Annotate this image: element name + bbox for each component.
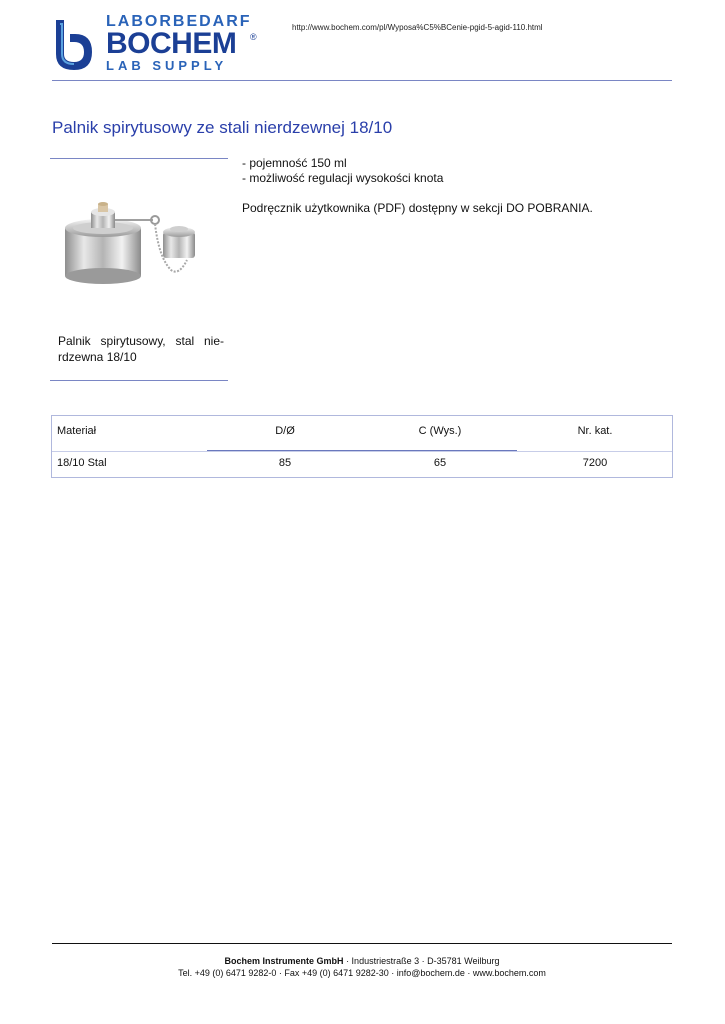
manual-note: Podręcznik użytkownika (PDF) dostępny w sekcji DO POBRANIA. [242,201,593,215]
logo-main-text: BOCHEM [106,27,237,60]
image-caption: Palnik spirytusowy, stal nie-rdzewna 18/10 [58,334,224,364]
cell-material: 18/10 Stal [57,457,107,469]
feature-item: - pojemność 150 ml [242,156,347,170]
logo-sub-text: LAB SUPPLY [106,58,228,73]
bochem-b-logo-icon [50,16,100,70]
cell-height: 65 [433,457,447,469]
footer-divider [52,943,672,944]
table-header-row [52,416,672,451]
page-url: http://www.bochem.com/pl/Wyposa%C5%BCenie-pgid-5-agid-110.html [292,23,543,32]
cell-catalog-number: 7200 [582,457,608,469]
logo-registered-mark: ® [250,32,257,42]
header-height: C (Wys.) [418,425,462,437]
footer-address: · Industriestraße 3 · D-35781 Weilburg [343,956,500,966]
footer-address-line [52,956,672,966]
table-row [52,451,672,478]
header-material: Materiał [57,425,97,437]
header-catalog-number: Nr. kat. [577,425,613,437]
cell-diameter: 85 [278,457,292,469]
spec-table [51,415,673,478]
footer-company: Bochem Instrumente GmbH [224,956,344,966]
product-image [55,198,205,290]
feature-list [242,156,443,186]
page-title: Palnik spirytusowy ze stali nierdzewnej 18/10 [52,118,393,137]
footer-contact-line: Tel. +49 (0) 6471 9282-0 · Fax +49 (0) 6471 9282-30 · info@bochem.de · www.bochem.com [178,968,546,978]
header-divider [52,80,672,81]
image-column-top-rule [50,158,228,159]
logo-top-text: LABORBEDARF [106,13,252,30]
image-column-bottom-rule [50,380,228,381]
header-diameter: D/Ø [275,425,295,437]
feature-item: - możliwość regulacji wysokości knota [242,171,444,185]
bochem-logo [50,14,265,72]
